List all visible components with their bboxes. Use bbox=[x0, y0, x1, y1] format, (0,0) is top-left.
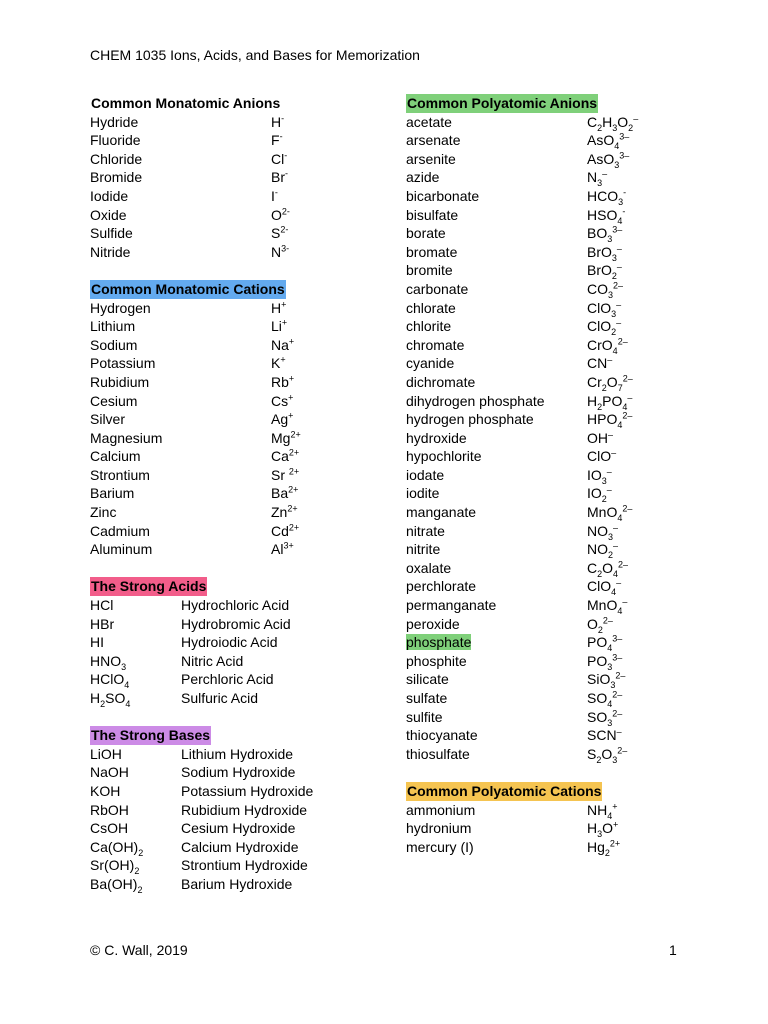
table-row bbox=[406, 392, 706, 411]
section-title: Common Polyatomic Anions bbox=[407, 95, 598, 111]
section-title: Common Polyatomic Cations bbox=[407, 782, 602, 799]
ion-formula: $C_2O_4^{2-}$ bbox=[587, 559, 629, 579]
table-row bbox=[90, 354, 380, 373]
ion-name: Barium Hydroxide bbox=[181, 875, 293, 892]
ion-formula: ClO$_2$– bbox=[587, 317, 622, 337]
ion-name: Fluoride bbox=[90, 132, 141, 149]
ion-name: Rubidium Hydroxide bbox=[181, 801, 308, 818]
ion-name: bicarbonate bbox=[406, 187, 480, 204]
ion-formula: CN– bbox=[587, 354, 613, 372]
table-row bbox=[90, 150, 380, 169]
ion-formula: $S^{2-}$ bbox=[271, 224, 289, 242]
table-row bbox=[90, 801, 380, 820]
ion-formula: $PO_4^{3-}$ bbox=[587, 633, 623, 654]
ion-formula: $Al^{3+}$ bbox=[271, 540, 294, 558]
ion-formula: K+ bbox=[271, 354, 286, 372]
table-row bbox=[90, 856, 380, 875]
ion-formula: $PO_3^{3-}$ bbox=[587, 652, 623, 672]
ion-formula: ClO$_4$– bbox=[587, 577, 622, 598]
table-row bbox=[90, 243, 380, 262]
table-row bbox=[406, 670, 706, 689]
table-row bbox=[406, 726, 706, 745]
ion-formula: I- bbox=[271, 187, 278, 204]
table-row bbox=[406, 131, 706, 150]
table-row bbox=[406, 633, 706, 652]
ion-name: Aluminum bbox=[90, 541, 153, 558]
table-row bbox=[90, 670, 380, 689]
ion-name: iodite bbox=[406, 485, 440, 502]
ion-formula: $NO_3^-$ bbox=[587, 522, 619, 542]
section-title: Common Monatomic Cations bbox=[91, 280, 285, 297]
ion-name: arsenate bbox=[406, 132, 461, 149]
table-row bbox=[90, 689, 380, 708]
ion-name: Strontium Hydroxide bbox=[181, 857, 308, 874]
ion-formula: $IO_3^-$ bbox=[587, 466, 612, 486]
ion-formula: Cs+ bbox=[271, 391, 294, 409]
ion-formula: $IO_2^-$ bbox=[587, 484, 612, 505]
ion-name: Magnesium bbox=[90, 429, 163, 446]
table-row bbox=[406, 261, 706, 280]
ion-name: nitrite bbox=[406, 541, 441, 558]
ion-formula: HBr bbox=[90, 615, 115, 632]
ion-formula: $C_2H_3O_2^-$ bbox=[587, 112, 639, 133]
ion-name: sulfite bbox=[406, 708, 443, 725]
ion-formula: Sr $^{2+}$ bbox=[271, 466, 300, 483]
ion-name: silicate bbox=[406, 671, 449, 688]
table-row bbox=[406, 410, 706, 429]
table-row bbox=[406, 168, 706, 187]
ion-name: perchlorate bbox=[406, 578, 477, 595]
table-row bbox=[90, 633, 380, 652]
ion-formula: ClO$_3$– bbox=[587, 298, 622, 319]
table-row bbox=[90, 317, 380, 336]
ion-formula: H+ bbox=[271, 298, 287, 316]
table-row bbox=[90, 652, 380, 671]
table-row bbox=[90, 615, 380, 634]
ion-name: hydroxide bbox=[406, 429, 467, 446]
footer-copyright: © C. Wall, 2019 bbox=[90, 942, 188, 958]
table-row bbox=[90, 336, 380, 355]
table-row bbox=[406, 596, 706, 615]
strong-bases-section bbox=[90, 726, 380, 893]
table-row bbox=[406, 484, 706, 503]
table-row bbox=[90, 131, 380, 150]
ion-formula: $BO_3^{3-}$ bbox=[587, 224, 623, 244]
ion-name: acetate bbox=[406, 113, 452, 130]
ion-formula: $CO_3^{2-}$ bbox=[587, 280, 624, 300]
ion-formula: $HSO_4^-$ bbox=[587, 205, 626, 226]
table-row bbox=[406, 708, 706, 727]
table-row bbox=[90, 782, 380, 801]
page-number: 1 bbox=[669, 942, 677, 958]
ion-name: Hydrochloric Acid bbox=[181, 597, 290, 614]
table-row bbox=[406, 503, 706, 522]
ion-name: Potassium bbox=[90, 355, 156, 372]
ion-name: hydrogen phosphate bbox=[406, 411, 534, 428]
table-row bbox=[90, 373, 380, 392]
ion-formula: $Ba^{2+}$ bbox=[271, 484, 299, 502]
table-row bbox=[90, 447, 380, 466]
ion-formula: KOH bbox=[90, 782, 121, 799]
ion-name: dichromate bbox=[406, 373, 476, 390]
ion-name: Rubidium bbox=[90, 373, 150, 390]
strong-acids-section bbox=[90, 577, 380, 707]
table-row bbox=[406, 206, 706, 225]
table-row bbox=[406, 224, 706, 243]
ion-name: chlorite bbox=[406, 318, 452, 335]
ion-formula: AsO$_3^{3-}$ bbox=[587, 150, 630, 170]
ion-name: Calcium Hydroxide bbox=[181, 838, 299, 855]
ion-name: Zinc bbox=[90, 504, 117, 521]
ion-name: mercury (I) bbox=[406, 838, 474, 855]
table-row bbox=[90, 484, 380, 503]
ion-formula: $Ca^{2+}$ bbox=[271, 447, 300, 465]
ion-name: Hydroiodic Acid bbox=[181, 634, 278, 651]
table-row bbox=[406, 522, 706, 541]
ion-formula: Ag+ bbox=[271, 410, 294, 428]
ion-name: Iodide bbox=[90, 187, 129, 204]
table-row bbox=[406, 113, 706, 132]
ion-name: Sulfuric Acid bbox=[181, 690, 259, 706]
ion-name: Nitride bbox=[90, 243, 131, 260]
ion-name: hypochlorite bbox=[406, 448, 482, 465]
ion-name: sulfate bbox=[406, 690, 448, 706]
table-row bbox=[406, 354, 706, 373]
ion-formula: Li+ bbox=[271, 317, 288, 335]
ion-name: Lithium bbox=[90, 318, 136, 335]
ion-name: Bromide bbox=[90, 169, 143, 186]
ion-name: permanganate bbox=[406, 597, 497, 614]
ion-formula: NaOH bbox=[90, 764, 129, 781]
ion-name: Lithium Hydroxide bbox=[181, 745, 294, 762]
ion-name: Sulfide bbox=[90, 225, 133, 242]
ion-name: ammonium bbox=[406, 801, 476, 818]
ion-formula: $S_2O_3^{2-}$ bbox=[587, 745, 628, 765]
ion-formula: Br- bbox=[271, 168, 288, 186]
ion-formula: $SO_4^{2-}$ bbox=[587, 689, 623, 709]
table-row bbox=[406, 317, 706, 336]
ion-formula: LiOH bbox=[90, 745, 122, 762]
ion-formula: $Zn^{2+}$ bbox=[271, 503, 298, 521]
ion-formula: Cl- bbox=[271, 150, 288, 167]
table-row bbox=[406, 299, 706, 318]
ion-name: Cesium Hydroxide bbox=[181, 820, 296, 837]
ion-formula: $Cr_2O_7^{2-}$ bbox=[587, 373, 633, 393]
table-row bbox=[406, 559, 706, 578]
ion-name: Calcium bbox=[90, 448, 141, 465]
ion-formula: Na+ bbox=[271, 336, 295, 353]
ion-name: phosphate bbox=[406, 634, 472, 651]
table-row bbox=[406, 801, 706, 820]
ion-formula: MnO$_4^{2-}$ bbox=[587, 503, 633, 523]
table-row bbox=[406, 745, 706, 764]
ion-name: carbonate bbox=[406, 280, 469, 297]
table-row bbox=[406, 577, 706, 596]
ion-formula: $N_3^-$ bbox=[587, 168, 608, 189]
ion-name: Potassium Hydroxide bbox=[181, 782, 314, 799]
ion-name: arsenite bbox=[406, 150, 456, 167]
ion-formula: $O_2^{2-}$ bbox=[587, 614, 613, 635]
table-row bbox=[406, 540, 706, 559]
ion-name: oxalate bbox=[406, 559, 452, 576]
ion-formula: HI bbox=[90, 634, 104, 651]
table-row bbox=[90, 763, 380, 782]
ion-formula: $Ba(OH)_2$ bbox=[90, 875, 143, 895]
ion-name: Strontium bbox=[90, 466, 150, 483]
table-row bbox=[90, 429, 380, 448]
table-row bbox=[90, 522, 380, 541]
ion-name: chromate bbox=[406, 336, 465, 353]
ion-name: Nitric Acid bbox=[181, 652, 244, 669]
ion-formula: $Ca(OH)_2$ bbox=[90, 838, 144, 858]
document-title: CHEM 1035 Ions, Acids, and Bases for Memorization bbox=[90, 47, 420, 63]
table-row bbox=[406, 373, 706, 392]
ion-formula: $NH_4^+$ bbox=[587, 800, 618, 821]
right-column bbox=[406, 94, 706, 875]
ion-formula: $O^{2-}$ bbox=[271, 205, 290, 223]
table-row bbox=[90, 503, 380, 522]
ion-formula: CsOH bbox=[90, 820, 129, 837]
ion-name: peroxide bbox=[406, 615, 460, 632]
ion-formula: $HNO_3$ bbox=[90, 652, 127, 672]
ion-formula: $Mg^{2+}$ bbox=[271, 429, 301, 446]
table-row bbox=[406, 280, 706, 299]
ion-formula: $H_3O^+$ bbox=[587, 819, 619, 839]
table-row bbox=[90, 224, 380, 243]
left-column bbox=[90, 94, 380, 912]
ion-formula: AsO$_4^{3-}$ bbox=[587, 131, 630, 151]
table-row bbox=[90, 299, 380, 318]
table-row bbox=[90, 838, 380, 857]
section-title: Common Monatomic Anions bbox=[91, 95, 281, 111]
table-row bbox=[90, 392, 380, 411]
ion-formula: ClO– bbox=[587, 447, 617, 465]
ion-formula: RbOH bbox=[90, 801, 129, 818]
ion-name: azide bbox=[406, 169, 440, 186]
ion-name: Barium bbox=[90, 485, 135, 502]
ion-name: hydronium bbox=[406, 820, 472, 837]
ion-name: bromite bbox=[406, 262, 453, 279]
table-row bbox=[90, 113, 380, 132]
ion-name: Cadmium bbox=[90, 522, 150, 539]
ion-name: phosphite bbox=[406, 652, 467, 669]
ion-formula: $Hg_2^{2+}$ bbox=[587, 838, 621, 858]
ion-formula: SiO$_3^{2-}$ bbox=[587, 670, 626, 691]
polyatomic-cations-section bbox=[406, 782, 706, 856]
ion-name: manganate bbox=[406, 504, 477, 521]
ion-name: dihydrogen phosphate bbox=[406, 392, 545, 409]
ion-formula: Rb+ bbox=[271, 373, 295, 390]
ion-formula: HClO$_4$ bbox=[90, 671, 130, 691]
section-title: The Strong Bases bbox=[91, 727, 211, 744]
ion-name: Silver bbox=[90, 411, 126, 428]
ion-name: nitrate bbox=[406, 522, 445, 539]
ion-name: Hydrogen bbox=[90, 299, 151, 316]
ion-name: thiosulfate bbox=[406, 745, 470, 762]
ion-formula: $SO_3^{2-}$ bbox=[587, 707, 623, 728]
table-row bbox=[406, 447, 706, 466]
ion-name: Hydrobromic Acid bbox=[181, 615, 291, 632]
table-row bbox=[90, 168, 380, 187]
table-row bbox=[90, 596, 380, 615]
table-row bbox=[406, 243, 706, 262]
ion-name: Chloride bbox=[90, 150, 143, 167]
ion-formula: $HCO_3^-$ bbox=[587, 187, 627, 207]
table-row bbox=[406, 819, 706, 838]
ion-name: bisulfate bbox=[406, 206, 459, 223]
ion-name: Cesium bbox=[90, 392, 138, 409]
ion-name: Sodium Hydroxide bbox=[181, 764, 296, 781]
ion-formula: $H_2PO_4^-$ bbox=[587, 391, 633, 412]
ion-formula: H- bbox=[271, 112, 285, 130]
table-row bbox=[90, 410, 380, 429]
ion-name: chlorate bbox=[406, 299, 456, 316]
table-row bbox=[406, 466, 706, 485]
table-row bbox=[90, 745, 380, 764]
ion-formula: F- bbox=[271, 131, 283, 149]
ion-formula: OH– bbox=[587, 429, 614, 446]
ion-name: thiocyanate bbox=[406, 727, 478, 744]
monatomic-cations-section bbox=[90, 280, 380, 559]
ion-name: Oxide bbox=[90, 206, 127, 223]
ion-name: iodate bbox=[406, 466, 445, 483]
ion-name: cyanide bbox=[406, 355, 455, 372]
table-row bbox=[90, 819, 380, 838]
table-row bbox=[406, 187, 706, 206]
ion-formula: $N^{3-}$ bbox=[271, 243, 290, 260]
ion-formula: $NO_2^-$ bbox=[587, 540, 619, 561]
ion-formula: $Sr(OH)_2$ bbox=[90, 857, 140, 877]
ion-formula: $Cd^{2+}$ bbox=[271, 522, 300, 539]
table-row bbox=[90, 466, 380, 485]
table-row bbox=[90, 875, 380, 894]
ion-name: Perchloric Acid bbox=[181, 671, 274, 688]
ion-formula: BrO$_3$– bbox=[587, 243, 622, 263]
table-row bbox=[406, 150, 706, 169]
table-row bbox=[90, 206, 380, 225]
ion-name: bromate bbox=[406, 243, 458, 260]
table-row bbox=[90, 540, 380, 559]
table-row bbox=[406, 429, 706, 448]
monatomic-anions-section bbox=[90, 94, 380, 261]
ion-formula: SCN– bbox=[587, 726, 622, 744]
ion-formula: HCl bbox=[90, 597, 114, 614]
ion-formula: $HPO_4^{2-}$ bbox=[587, 410, 633, 430]
section-title: The Strong Acids bbox=[91, 578, 207, 595]
ion-formula: $H_2SO_4$ bbox=[90, 690, 131, 709]
table-row bbox=[406, 838, 706, 857]
table-row bbox=[406, 652, 706, 671]
ion-name: Sodium bbox=[90, 336, 138, 353]
table-row bbox=[406, 689, 706, 708]
ion-formula: MnO$_4$– bbox=[587, 596, 628, 616]
table-row bbox=[406, 336, 706, 355]
ion-formula: BrO$_2$– bbox=[587, 261, 622, 282]
ion-name: borate bbox=[406, 225, 446, 242]
table-row bbox=[406, 615, 706, 634]
polyatomic-anions-section bbox=[406, 94, 706, 763]
ion-name: Hydride bbox=[90, 113, 139, 130]
table-row bbox=[90, 187, 380, 206]
ion-formula: CrO$_4^{2-}$ bbox=[587, 336, 628, 356]
